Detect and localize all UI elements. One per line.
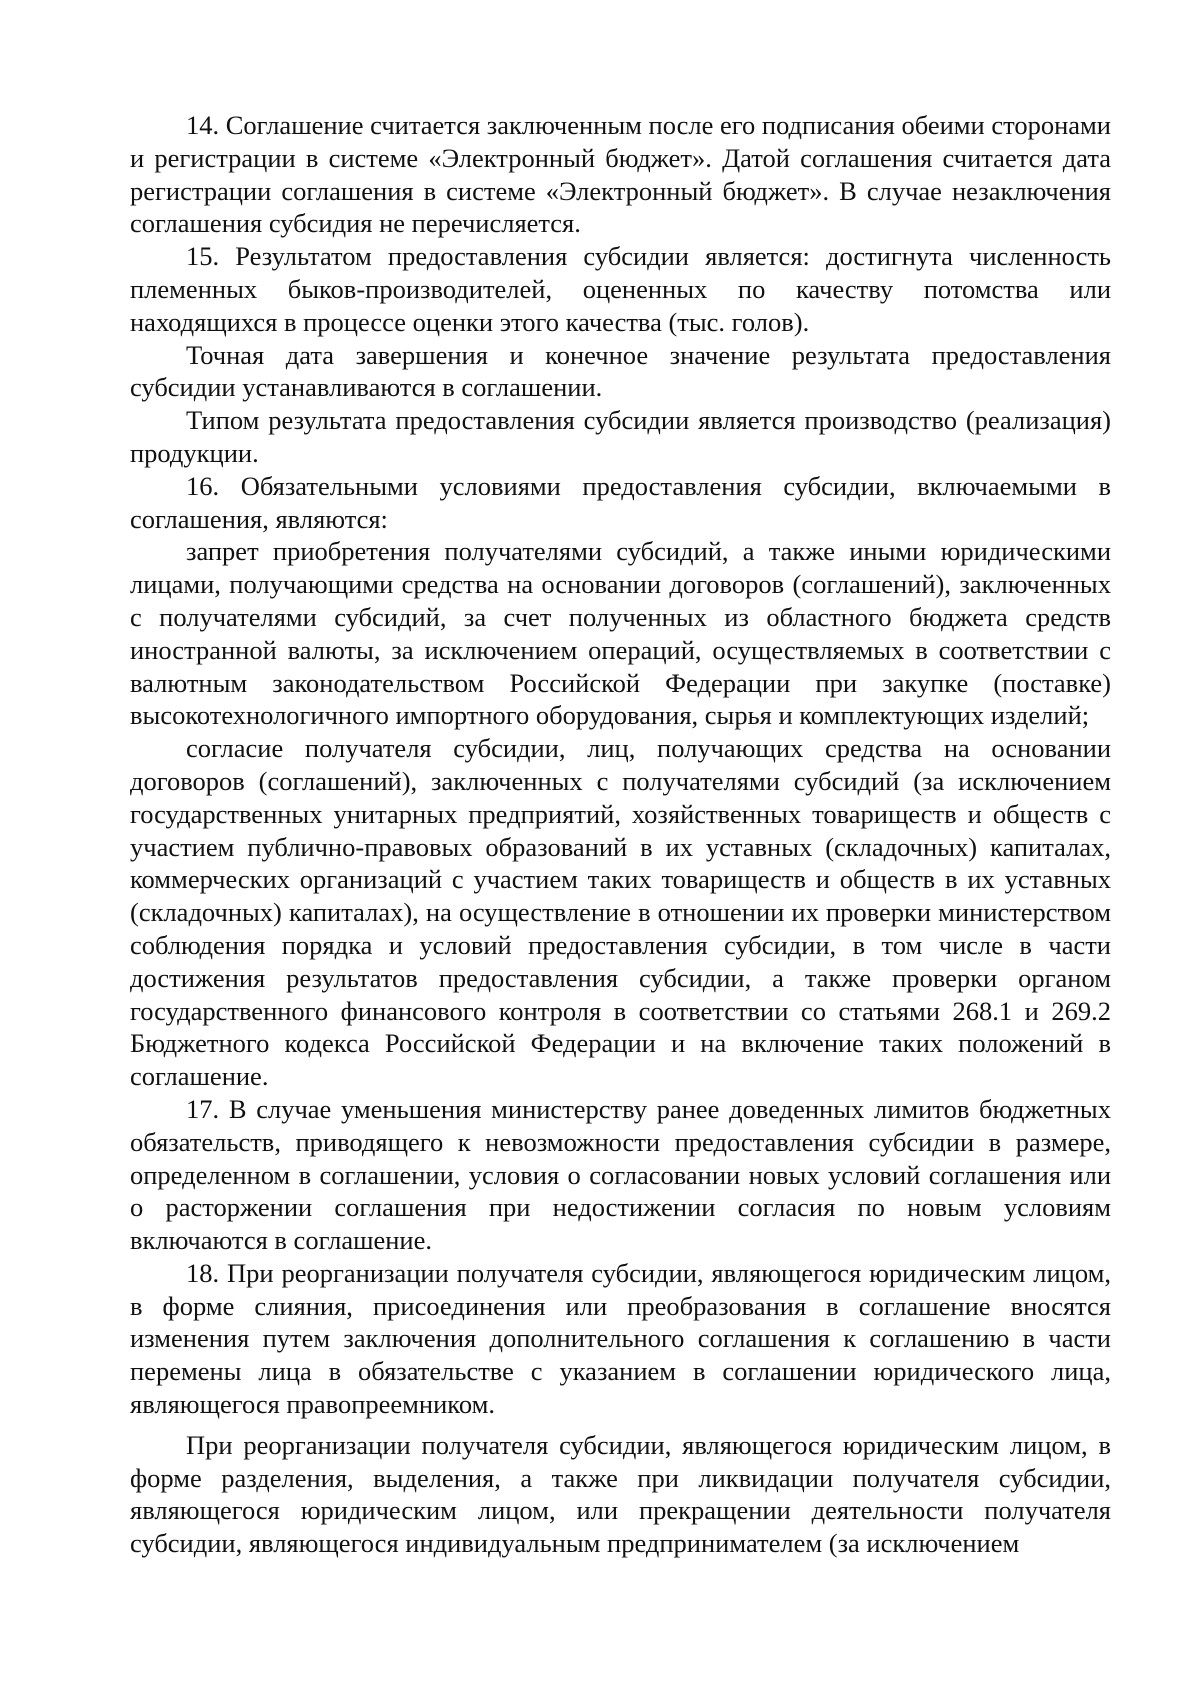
paragraph-15: 15. Результатом предоставления субсидии является: достигнута численность племенных быков-производителей, оцененных по качеству потомства или находящихся в процессе оценки этого качества (тыс. голов). [130,241,1111,337]
paragraph-15-result-type: Типом результата предоставления субсидии является производство (реализация) продукции. [130,405,1111,468]
paragraph-14: 14. Соглашение считается заключенным после его подписания обеими сторонами и регистрации в системе «Электронный бюджет». Датой соглашения считается дата регистрации соглашения в системе «Электронный бюджет». В случае незаключения соглашения субсидия не перечисляется. [130,110,1111,239]
paragraph-16-consent: согласие получателя субсидии, лиц, получающих средства на основании договоров (соглашений), заключенных с получателями субсидий (за исключением государственных унитарных предприятий, хозяйственных товариществ и обществ с участием публично-правовых образований в их уставных (складочных) капиталах, коммерческих организаций с участием таких товариществ и обществ в их уставных (складочных) капиталах), на осуществление в отношении их проверки министерством соблюдения порядка и условий предоставления субсидии, в том числе в части достижения результатов предоставления субсидии, а также проверки органом государственного финансового контроля в соответствии со статьями 268.1 и 269.2 Бюджетного кодекса Российской Федерации и на включение таких положений в соглашение. [130,733,1111,1092]
paragraph-16: 16. Обязательными условиями предоставления субсидии, включаемыми в соглашения, являются: [130,470,1111,534]
paragraph-16-currency-ban: запрет приобретения получателями субсидий, а также иными юридическими лицами, получающими средства на основании договоров (соглашений), заключенных с получателями субсидий, за счет полученных из областного бюджета средств иностранной валюты, за исключением операций, осуществляемых в соответствии с валютным законодательством Российской Федерации при закупке (поставке) высокотехнологичного импортного оборудования, сырья и комплектующих изделий; [130,536,1111,731]
paragraph-18-reorganization: При реорганизации получателя субсидии, являющегося юридическим лицом, в форме разделения, выделения, а также при ликвидации получателя субсидии, являющегося юридическим лицом, или прекращении деятельности получателя субсидии, являющегося индивидуальным предпринимателем (за исключением [130,1429,1111,1559]
paragraph-15-completion-date: Точная дата завершения и конечное значение результата предоставления субсидии устанавливаются в соглашении. [130,339,1111,403]
paragraph-18: 18. При реорганизации получателя субсидии, являющегося юридическим лицом, в форме слияния, присоединения или преобразования в соглашение вносятся изменения путем заключения дополнительного соглашения к соглашению в части перемены лица в обязательстве с указанием в соглашении юридического лица, являющегося правопреемником. [130,1257,1111,1420]
document-page [130,109,1111,1560]
paragraph-17: 17. В случае уменьшения министерству ранее доведенных лимитов бюджетных обязательств, приводящего к невозможности предоставления субсидии в размере, определенном в соглашении, условия о согласовании новых условий соглашения или о расторжении соглашения при недостижении согласия по новым условиям включаются в соглашение. [130,1093,1111,1256]
